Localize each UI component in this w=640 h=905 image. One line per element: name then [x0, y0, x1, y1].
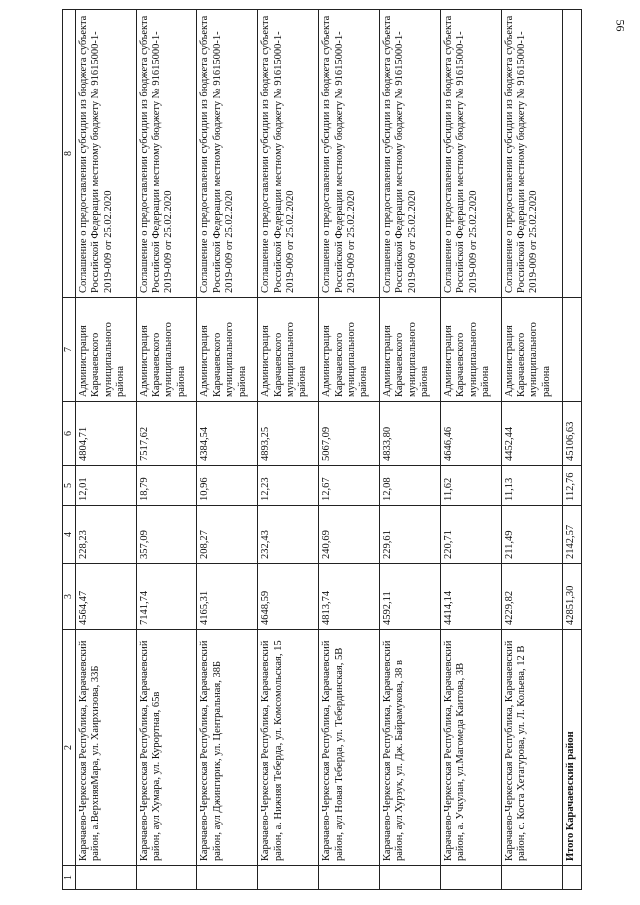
agreement-cell: Соглашение о предоставлении субсидии из бюджета субъекта Российской Федерации местному бюджету № 91615000-1-2019-009 от 25.02.2020 — [136, 10, 197, 298]
value-col4-cell: 211,49 — [501, 506, 562, 564]
row-number-cell — [501, 866, 562, 890]
value-col5-cell: 12,08 — [380, 466, 441, 506]
row-number-cell — [197, 866, 258, 890]
value-col3-cell: 4414,14 — [440, 564, 501, 630]
value-col6-cell: 4646,46 — [440, 402, 501, 466]
value-col4-cell: 228,23 — [75, 506, 136, 564]
address-cell: Карачаево-Черкесская Республика, Карачаевский район, аул Новая Теберда, ул. Тебердинская, 5В — [319, 630, 380, 866]
address-cell: Карачаево-Черкесская Республика, Карачаевский район, аул Хурзук, ул. Дж. Байрамукова, 38 в — [380, 630, 441, 866]
agreement-cell: Соглашение о предоставлении субсидии из бюджета субъекта Российской Федерации местному бюджету № 91615000-1-2019-009 от 25.02.2020 — [197, 10, 258, 298]
value-col5-cell: 18,79 — [136, 466, 197, 506]
value-col3-cell: 4564,47 — [75, 564, 136, 630]
organization-cell: Администрация Карачаевского муниципального района — [75, 298, 136, 402]
address-cell: Карачаево-Черкесская Республика, Карачаевский район, а.ВерхняяМара, ул. Хаирхизова, 33Б — [75, 630, 136, 866]
total-col5-cell: 112,76 — [562, 466, 581, 506]
table-row — [501, 10, 562, 890]
table-row — [319, 10, 380, 890]
row-number-cell — [440, 866, 501, 890]
agreement-cell: Соглашение о предоставлении субсидии из бюджета субъекта Российской Федерации местному бюджету № 91615000-1-2019-009 от 25.02.2020 — [380, 10, 441, 298]
organization-cell: Администрация Карачаевского муниципального района — [197, 298, 258, 402]
table-row — [75, 10, 136, 890]
organization-cell: Администрация Карачаевского муниципального района — [258, 298, 319, 402]
organization-cell: Администрация Карачаевского муниципального района — [319, 298, 380, 402]
value-col3-cell: 4648,59 — [258, 564, 319, 630]
organization-cell: Администрация Карачаевского муниципального района — [380, 298, 441, 402]
row-number-cell — [75, 866, 136, 890]
table-row — [136, 10, 197, 890]
header-col-2: 2 — [63, 630, 76, 866]
agreement-cell: Соглашение о предоставлении субсидии из бюджета субъекта Российской Федерации местному бюджету № 91615000-1-2019-009 от 25.02.2020 — [319, 10, 380, 298]
organization-cell: Администрация Карачаевского муниципального района — [440, 298, 501, 402]
value-col3-cell: 4592,11 — [380, 564, 441, 630]
value-col6-cell: 5067,09 — [319, 402, 380, 466]
agreement-cell: Соглашение о предоставлении субсидии из бюджета субъекта Российской Федерации местному бюджету № 91615000-1-2019-009 от 25.02.2020 — [258, 10, 319, 298]
agreement-cell: Соглашение о предоставлении субсидии из бюджета субъекта Российской Федерации местному бюджету № 91615000-1-2019-009 от 25.02.2020 — [501, 10, 562, 298]
total-row-number-cell — [562, 866, 581, 890]
value-col6-cell: 4804,71 — [75, 402, 136, 466]
subsidy-table — [62, 9, 582, 890]
header-col-7: 7 — [63, 298, 76, 402]
value-col3-cell: 4813,74 — [319, 564, 380, 630]
header-col-4: 4 — [63, 506, 76, 564]
value-col6-cell: 4384,54 — [197, 402, 258, 466]
total-row — [562, 10, 581, 890]
row-number-cell — [380, 866, 441, 890]
total-agreement-cell — [562, 10, 581, 298]
table-row — [258, 10, 319, 890]
address-cell: Карачаево-Черкесская Республика, Карачаевский район, аул Джингирик, ул. Центральная, 38Б — [197, 630, 258, 866]
table-row — [380, 10, 441, 890]
row-number-cell — [258, 866, 319, 890]
header-col-5: 5 — [63, 466, 76, 506]
address-cell: Карачаево-Черкесская Республика, Карачаевский район, с. Коста Хетагурова, ул. Л. Кольева, 12 В — [501, 630, 562, 866]
table-row — [197, 10, 258, 890]
value-col3-cell: 7141,74 — [136, 564, 197, 630]
value-col4-cell: 229,61 — [380, 506, 441, 564]
organization-cell: Администрация Карачаевского муниципального района — [501, 298, 562, 402]
value-col5-cell: 10,96 — [197, 466, 258, 506]
value-col3-cell: 4229,82 — [501, 564, 562, 630]
header-row — [63, 10, 76, 890]
page-number: 56 — [613, 19, 628, 32]
header-col-6: 6 — [63, 402, 76, 466]
agreement-cell: Соглашение о предоставлении субсидии из бюджета субъекта Российской Федерации местному бюджету № 91615000-1-2019-009 от 25.02.2020 — [440, 10, 501, 298]
header-col-1: 1 — [63, 866, 76, 890]
value-col6-cell: 7517,62 — [136, 402, 197, 466]
total-col6-cell: 45106,63 — [562, 402, 581, 466]
value-col4-cell: 357,09 — [136, 506, 197, 564]
agreement-cell: Соглашение о предоставлении субсидии из бюджета субъекта Российской Федерации местному бюджету № 91615000-1-2019-009 от 25.02.2020 — [75, 10, 136, 298]
table-row — [440, 10, 501, 890]
row-number-cell — [319, 866, 380, 890]
total-label-cell: Итого Карачаевский район — [562, 630, 581, 866]
organization-cell: Администрация Карачаевского муниципального района — [136, 298, 197, 402]
value-col3-cell: 4165,31 — [197, 564, 258, 630]
total-organization-cell — [562, 298, 581, 402]
value-col5-cell: 11,62 — [440, 466, 501, 506]
value-col5-cell: 12,23 — [258, 466, 319, 506]
address-cell: Карачаево-Черкесская Республика, Карачаевский район, аул Хумара, ул. Курортная, 65в — [136, 630, 197, 866]
header-col-3: 3 — [63, 564, 76, 630]
value-col4-cell: 208,27 — [197, 506, 258, 564]
address-cell: Карачаево-Черкесская Республика, Карачаевский район, а. Учкулан, ул.Магомеда Каитова, 3В — [440, 630, 501, 866]
value-col6-cell: 4893,25 — [258, 402, 319, 466]
value-col5-cell: 11,13 — [501, 466, 562, 506]
value-col6-cell: 4452,44 — [501, 402, 562, 466]
value-col5-cell: 12,67 — [319, 466, 380, 506]
total-col3-cell: 42851,30 — [562, 564, 581, 630]
value-col4-cell: 220,71 — [440, 506, 501, 564]
row-number-cell — [136, 866, 197, 890]
total-col4-cell: 2142,57 — [562, 506, 581, 564]
value-col6-cell: 4833,80 — [380, 402, 441, 466]
value-col4-cell: 240,69 — [319, 506, 380, 564]
address-cell: Карачаево-Черкесская Республика, Карачаевский район, а. Нижняя Теберда, ул. Комсомольская, 15 — [258, 630, 319, 866]
rotated-table-sheet — [62, 10, 582, 890]
value-col4-cell: 232,43 — [258, 506, 319, 564]
header-col-8: 8 — [63, 10, 76, 298]
value-col5-cell: 12,01 — [75, 466, 136, 506]
